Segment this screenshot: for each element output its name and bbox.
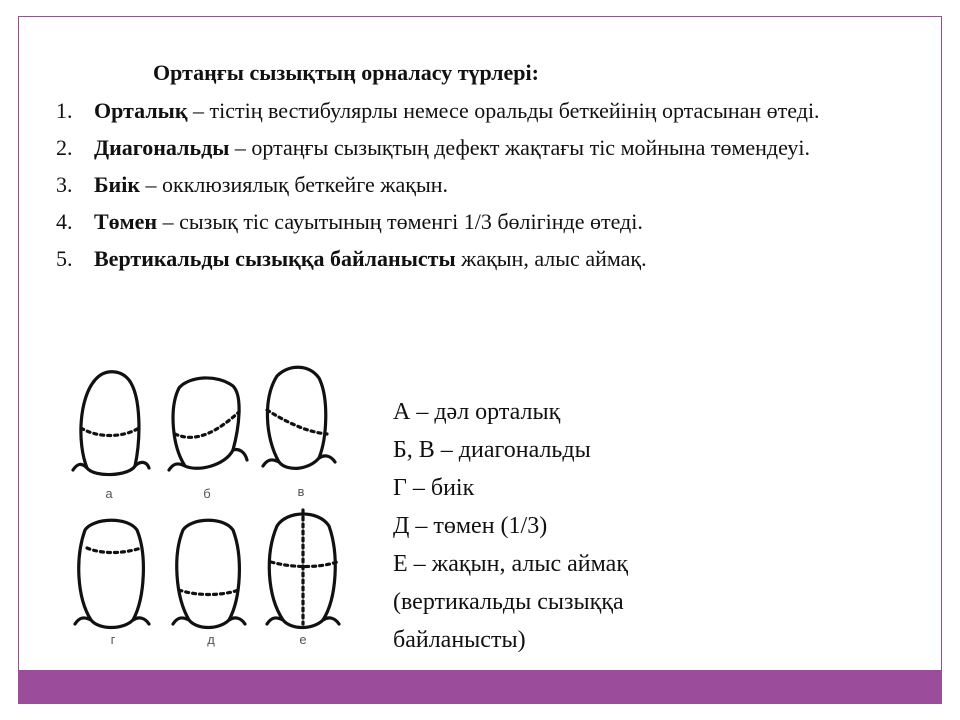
tooth-f — [267, 510, 339, 628]
figure-label-d: г — [110, 632, 116, 647]
legend-line: Б, В – диагональды — [393, 437, 591, 463]
slide-title: Ортаңғы сызықтың орналасу түрлері: — [153, 60, 539, 85]
tooth-d — [75, 520, 149, 627]
figure-label-c: в — [297, 484, 305, 499]
figure-label-e: д — [207, 632, 215, 647]
figure-label-a: а — [105, 486, 113, 501]
list-item: 3. Биік – окклюзиялық беткейге жақын. — [56, 172, 449, 197]
figure-legend — [393, 393, 628, 659]
types-list — [56, 95, 876, 280]
legend-line: байланысты) — [393, 627, 526, 653]
tooth-c — [263, 367, 335, 468]
item-text: – сызық тіс сауытының төменгі 1/3 бөлігінде өтеді. — [157, 209, 643, 234]
tooth-crowns-figure — [57, 358, 360, 648]
item-text: жақын, алыс аймақ. — [455, 246, 647, 271]
tooth-e — [173, 520, 245, 627]
item-term: Төмен — [94, 209, 158, 234]
figure-label-b: б — [203, 486, 211, 501]
tooth-a — [73, 372, 149, 475]
legend-line: Г – биік — [393, 475, 475, 501]
item-term: Орталық — [94, 98, 188, 123]
item-text: – окклюзиялық беткейге жақын. — [140, 172, 449, 197]
list-item: 5. Вертикальды сызыққа байланысты жақын, алыс аймақ. — [56, 246, 647, 271]
bottom-accent-bar — [18, 670, 942, 704]
list-item: 2. Диагональды – ортаңғы сызықтың дефект жақтағы тіс мойнына төмендеуі. — [56, 135, 810, 160]
item-text: – тістің вестибулярлы немесе оральды беткейінің ортасынан өтеді. — [187, 98, 820, 123]
legend-line: (вертикальды сызыққа — [393, 589, 624, 615]
list-item: 4. Төмен – сызық тіс сауытының төменгі 1/3 бөлігінде өтеді. — [56, 209, 643, 234]
legend-line: Д – төмен (1/3) — [393, 513, 548, 539]
figure-label-f: е — [299, 632, 307, 647]
item-term: Вертикальды сызыққа байланысты — [94, 246, 456, 271]
legend-line: Е – жақын, алыс аймақ — [393, 551, 628, 577]
item-term: Диагональды — [94, 135, 230, 160]
tooth-b — [169, 378, 247, 470]
item-text: – ортаңғы сызықтың дефект жақтағы тіс мойнына төмендеуі. — [229, 135, 810, 160]
item-term: Биік — [94, 172, 141, 197]
legend-line: А – дәл орталық — [393, 399, 561, 425]
list-item: 1. Орталық – тістің вестибулярлы немесе оральды беткейінің ортасынан өтеді. — [56, 98, 820, 123]
